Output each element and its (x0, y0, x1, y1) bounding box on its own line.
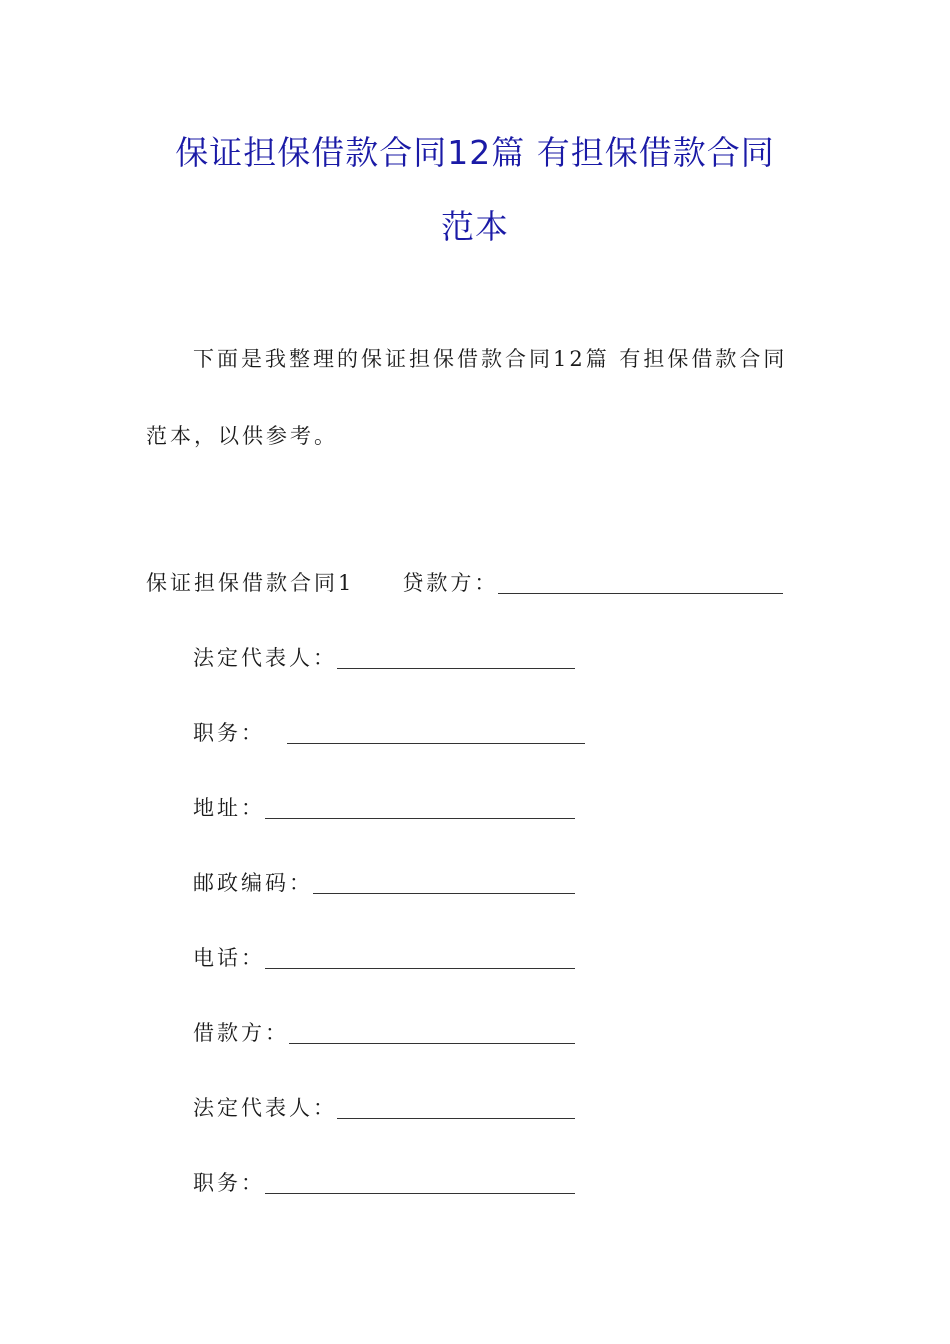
field-label: 法定代表人： (193, 1096, 337, 1120)
field-blank[interactable] (265, 1169, 575, 1194)
field-blank[interactable] (289, 1019, 575, 1044)
field-row (193, 1168, 575, 1198)
lender-blank[interactable] (498, 569, 783, 594)
field-label: 法定代表人： (193, 646, 337, 670)
contract-heading: 保证担保借款合同1 (146, 571, 355, 595)
field-label: 借款方： (193, 1021, 289, 1045)
field-row (193, 943, 575, 973)
field-row (193, 793, 575, 823)
field-blank[interactable] (337, 1094, 575, 1119)
intro-paragraph-line-2: 范本，以供参考。 (146, 424, 338, 448)
field-row (193, 868, 575, 898)
field-blank[interactable] (287, 719, 585, 744)
field-label: 职务： (193, 1171, 265, 1195)
field-label: 电话： (193, 946, 265, 970)
field-blank[interactable] (313, 869, 575, 894)
contract-heading-row (146, 568, 783, 598)
field-label: 职务： (193, 721, 265, 745)
field-blank[interactable] (337, 644, 575, 669)
field-row (193, 1093, 575, 1123)
field-blank[interactable] (265, 794, 575, 819)
intro-paragraph-line-1: 下面是我整理的保证担保借款合同12篇 有担保借款合同 (193, 347, 788, 371)
field-row (193, 1018, 575, 1048)
lender-label: 贷款方： (402, 571, 499, 595)
field-blank[interactable] (265, 944, 575, 969)
field-label: 邮政编码： (193, 871, 313, 895)
field-row (193, 643, 575, 673)
field-row (193, 718, 585, 748)
field-label: 地址： (193, 796, 265, 820)
document-title-line-2: 范本 (441, 207, 509, 246)
document-title-line-1: 保证担保借款合同12篇 有担保借款合同 (175, 133, 775, 172)
